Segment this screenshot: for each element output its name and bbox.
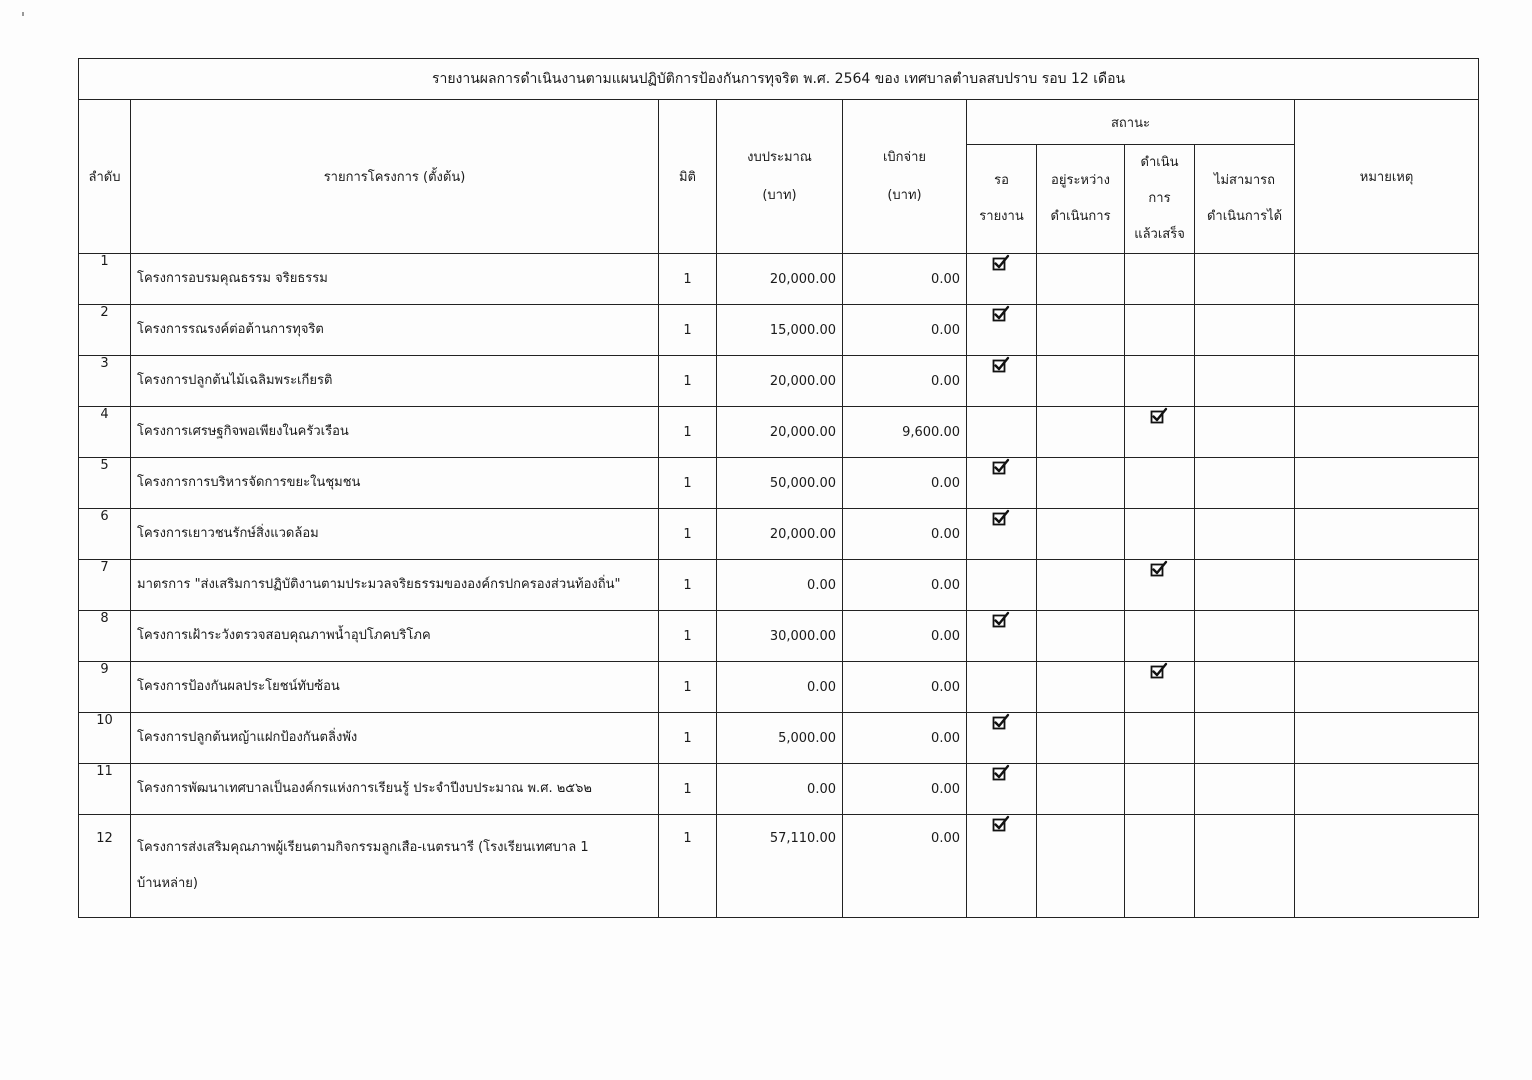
row-status-in-progress [1037, 764, 1125, 815]
row-spent: 0.00 [843, 305, 967, 356]
row-project-name [131, 662, 659, 713]
row-spent: 9,600.00 [843, 407, 967, 458]
row-status-in-progress [1037, 560, 1125, 611]
row-spent: 0.00 [843, 764, 967, 815]
row-status-waiting [967, 407, 1037, 458]
row-status-waiting [967, 815, 1037, 918]
row-project-name [131, 458, 659, 509]
header-status-in-progress-line1: อยู่ระหว่าง [1051, 173, 1110, 188]
row-number: 1 [79, 254, 131, 305]
row-number: 8 [79, 611, 131, 662]
row-status-in-progress [1037, 458, 1125, 509]
header-spent-line1: เบิกจ่าย [882, 149, 927, 165]
row-budget: 20,000.00 [717, 407, 843, 458]
header-status-done [1125, 145, 1195, 254]
header-status-in-progress [1037, 145, 1125, 254]
checkbox-checked-icon [992, 458, 1008, 474]
row-dimension: 1 [659, 305, 717, 356]
row-number: 12 [79, 815, 131, 918]
row-status-unable [1195, 662, 1295, 713]
row-dimension: 1 [659, 458, 717, 509]
row-project-name [131, 815, 659, 918]
row-project-name-line1: โครงการพัฒนาเทศบาลเป็นองค์กรแห่งการเรียนรู้ ประจำปีงบประมาณ พ.ศ. ๒๕๖๒ [137, 781, 592, 796]
row-status-in-progress [1037, 407, 1125, 458]
row-status-done [1125, 560, 1195, 611]
checkbox-checked-icon [992, 254, 1008, 270]
table-row [79, 764, 1479, 815]
row-spent: 0.00 [843, 611, 967, 662]
row-number: 5 [79, 458, 131, 509]
row-status-done [1125, 815, 1195, 918]
row-status-waiting [967, 509, 1037, 560]
row-project-name [131, 254, 659, 305]
row-spent: 0.00 [843, 815, 967, 918]
row-status-in-progress [1037, 509, 1125, 560]
row-budget: 0.00 [717, 764, 843, 815]
row-remark [1295, 662, 1479, 713]
row-status-waiting [967, 713, 1037, 764]
row-status-done [1125, 305, 1195, 356]
checkbox-checked-icon [992, 815, 1008, 831]
header-status-in-progress-line2: ดำเนินการ [1050, 209, 1111, 224]
row-status-unable [1195, 509, 1295, 560]
row-status-done [1125, 662, 1195, 713]
row-status-in-progress [1037, 305, 1125, 356]
table-row [79, 815, 1479, 918]
row-dimension: 1 [659, 611, 717, 662]
row-dimension: 1 [659, 254, 717, 305]
row-project-name-line1: โครงการเฝ้าระวังตรวจสอบคุณภาพน้ำอุปโภคบริโภค [137, 628, 431, 643]
header-dimension: มิติ [659, 100, 717, 254]
row-budget: 0.00 [717, 560, 843, 611]
row-number: 10 [79, 713, 131, 764]
row-status-unable [1195, 254, 1295, 305]
row-spent: 0.00 [843, 662, 967, 713]
table-row [79, 611, 1479, 662]
row-status-in-progress [1037, 254, 1125, 305]
row-status-done [1125, 254, 1195, 305]
row-status-waiting [967, 662, 1037, 713]
row-budget: 30,000.00 [717, 611, 843, 662]
header-no: ลำดับ [79, 100, 131, 254]
table-row [79, 356, 1479, 407]
row-status-done [1125, 407, 1195, 458]
row-status-in-progress [1037, 815, 1125, 918]
row-remark [1295, 305, 1479, 356]
row-remark [1295, 254, 1479, 305]
header-status-done-line1: ดำเนินการ [1140, 155, 1179, 206]
row-status-done [1125, 611, 1195, 662]
row-project-name-line1: โครงการปลูกต้นไม้เฉลิมพระเกียรติ [137, 373, 333, 388]
header-spent [843, 100, 967, 254]
margin-mark [22, 12, 24, 16]
row-project-name [131, 305, 659, 356]
checkbox-checked-icon [1150, 560, 1166, 576]
header-budget [717, 100, 843, 254]
row-number: 6 [79, 509, 131, 560]
row-dimension: 1 [659, 764, 717, 815]
row-remark [1295, 560, 1479, 611]
row-dimension: 1 [659, 560, 717, 611]
row-status-in-progress [1037, 611, 1125, 662]
row-spent: 0.00 [843, 509, 967, 560]
row-remark [1295, 458, 1479, 509]
row-status-waiting [967, 254, 1037, 305]
row-status-unable [1195, 407, 1295, 458]
row-status-waiting [967, 764, 1037, 815]
row-project-name [131, 764, 659, 815]
row-remark [1295, 407, 1479, 458]
header-project: รายการโครงการ (ตั้งต้น) [131, 100, 659, 254]
row-project-name [131, 509, 659, 560]
row-project-name-line1: โครงการเศรษฐกิจพอเพียงในครัวเรือน [137, 424, 349, 439]
header-status-done-line2: แล้วเสร็จ [1134, 227, 1185, 242]
row-dimension: 1 [659, 356, 717, 407]
header-status-unable-line2: ดำเนินการได้ [1206, 209, 1283, 224]
row-status-unable [1195, 713, 1295, 764]
checkbox-checked-icon [992, 305, 1008, 321]
row-status-waiting [967, 305, 1037, 356]
checkbox-checked-icon [992, 509, 1008, 525]
row-project-name [131, 611, 659, 662]
row-status-waiting [967, 611, 1037, 662]
row-dimension: 1 [659, 509, 717, 560]
table-row [79, 560, 1479, 611]
header-status-waiting-label: รอรายงาน [979, 173, 1024, 224]
row-project-name-line1: โครงการเยาวชนรักษ์สิ่งแวดล้อม [137, 526, 319, 541]
row-remark [1295, 764, 1479, 815]
row-project-name-line2: บ้านหล่าย) [137, 876, 198, 891]
row-spent: 0.00 [843, 560, 967, 611]
header-budget-line1: งบประมาณ [747, 149, 812, 165]
row-status-unable [1195, 356, 1295, 407]
row-dimension: 1 [659, 407, 717, 458]
row-status-in-progress [1037, 356, 1125, 407]
row-budget: 20,000.00 [717, 254, 843, 305]
row-project-name-line1: โครงการการบริหารจัดการขยะในชุมชน [137, 475, 361, 490]
header-status: สถานะ [967, 100, 1295, 145]
table-row [79, 509, 1479, 560]
table-row [79, 305, 1479, 356]
table-row [79, 407, 1479, 458]
row-status-unable [1195, 305, 1295, 356]
row-number: 4 [79, 407, 131, 458]
row-project-name [131, 713, 659, 764]
row-spent: 0.00 [843, 458, 967, 509]
table-row [79, 662, 1479, 713]
row-remark [1295, 713, 1479, 764]
row-project-name-line1: โครงการป้องกันผลประโยชน์ทับซ้อน [137, 679, 340, 694]
row-status-done [1125, 509, 1195, 560]
row-project-name [131, 356, 659, 407]
row-status-waiting [967, 356, 1037, 407]
row-budget: 20,000.00 [717, 356, 843, 407]
table-row [79, 713, 1479, 764]
row-project-name [131, 407, 659, 458]
row-status-waiting [967, 458, 1037, 509]
row-budget: 15,000.00 [717, 305, 843, 356]
row-budget: 0.00 [717, 662, 843, 713]
header-remark: หมายเหตุ [1295, 100, 1479, 254]
table-row [79, 458, 1479, 509]
row-status-in-progress [1037, 713, 1125, 764]
table-row [79, 254, 1479, 305]
row-number: 9 [79, 662, 131, 713]
row-project-name-line1: มาตรการ "ส่งเสริมการปฏิบัติงานตามประมวลจริยธรรมขององค์กรปกครองส่วนท้องถิ่น" [137, 577, 621, 592]
row-status-unable [1195, 611, 1295, 662]
row-number: 3 [79, 356, 131, 407]
checkbox-checked-icon [992, 356, 1008, 372]
header-status-waiting [967, 145, 1037, 254]
row-status-waiting [967, 560, 1037, 611]
row-budget: 50,000.00 [717, 458, 843, 509]
checkbox-checked-icon [992, 764, 1008, 780]
row-status-done [1125, 458, 1195, 509]
row-status-done [1125, 713, 1195, 764]
row-project-name-line1: โครงการส่งเสริมคุณภาพผู้เรียนตามกิจกรรมลูกเสือ-เนตรนารี (โรงเรียนเทศบาล 1 [137, 840, 589, 855]
report-body [79, 254, 1479, 918]
row-spent: 0.00 [843, 254, 967, 305]
row-budget: 20,000.00 [717, 509, 843, 560]
checkbox-checked-icon [1150, 407, 1166, 423]
report-title: รายงานผลการดำเนินงานตามแผนปฏิบัติการป้องกันการทุจริต พ.ศ. 2564 ของ เทศบาลตำบลสบปราบ รอบ 12 เดือน [79, 59, 1479, 100]
row-project-name-line1: โครงการอบรมคุณธรรม จริยธรรม [137, 271, 328, 286]
row-remark [1295, 611, 1479, 662]
row-budget: 5,000.00 [717, 713, 843, 764]
header-budget-line2: (บาท) [762, 187, 797, 203]
row-spent: 0.00 [843, 713, 967, 764]
row-status-done [1125, 356, 1195, 407]
header-status-unable-line1: ไม่สามารถ [1213, 173, 1276, 188]
row-status-unable [1195, 764, 1295, 815]
row-dimension: 1 [659, 713, 717, 764]
row-status-unable [1195, 458, 1295, 509]
header-spent-line2: (บาท) [887, 187, 922, 203]
row-status-done [1125, 764, 1195, 815]
report-table [78, 58, 1479, 918]
row-project-name-line1: โครงการปลูกต้นหญ้าแฝกป้องกันตลิ่งพัง [137, 730, 358, 745]
row-status-unable [1195, 815, 1295, 918]
checkbox-checked-icon [1150, 662, 1166, 678]
row-dimension: 1 [659, 815, 717, 918]
checkbox-checked-icon [992, 611, 1008, 627]
row-dimension: 1 [659, 662, 717, 713]
row-number: 11 [79, 764, 131, 815]
row-number: 7 [79, 560, 131, 611]
row-remark [1295, 356, 1479, 407]
row-status-unable [1195, 560, 1295, 611]
checkbox-checked-icon [992, 713, 1008, 729]
row-status-in-progress [1037, 662, 1125, 713]
row-project-name-line1: โครงการรณรงค์ต่อต้านการทุจริต [137, 322, 324, 337]
row-remark [1295, 815, 1479, 918]
row-number: 2 [79, 305, 131, 356]
row-project-name [131, 560, 659, 611]
header-status-unable [1195, 145, 1295, 254]
row-budget: 57,110.00 [717, 815, 843, 918]
row-remark [1295, 509, 1479, 560]
row-spent: 0.00 [843, 356, 967, 407]
